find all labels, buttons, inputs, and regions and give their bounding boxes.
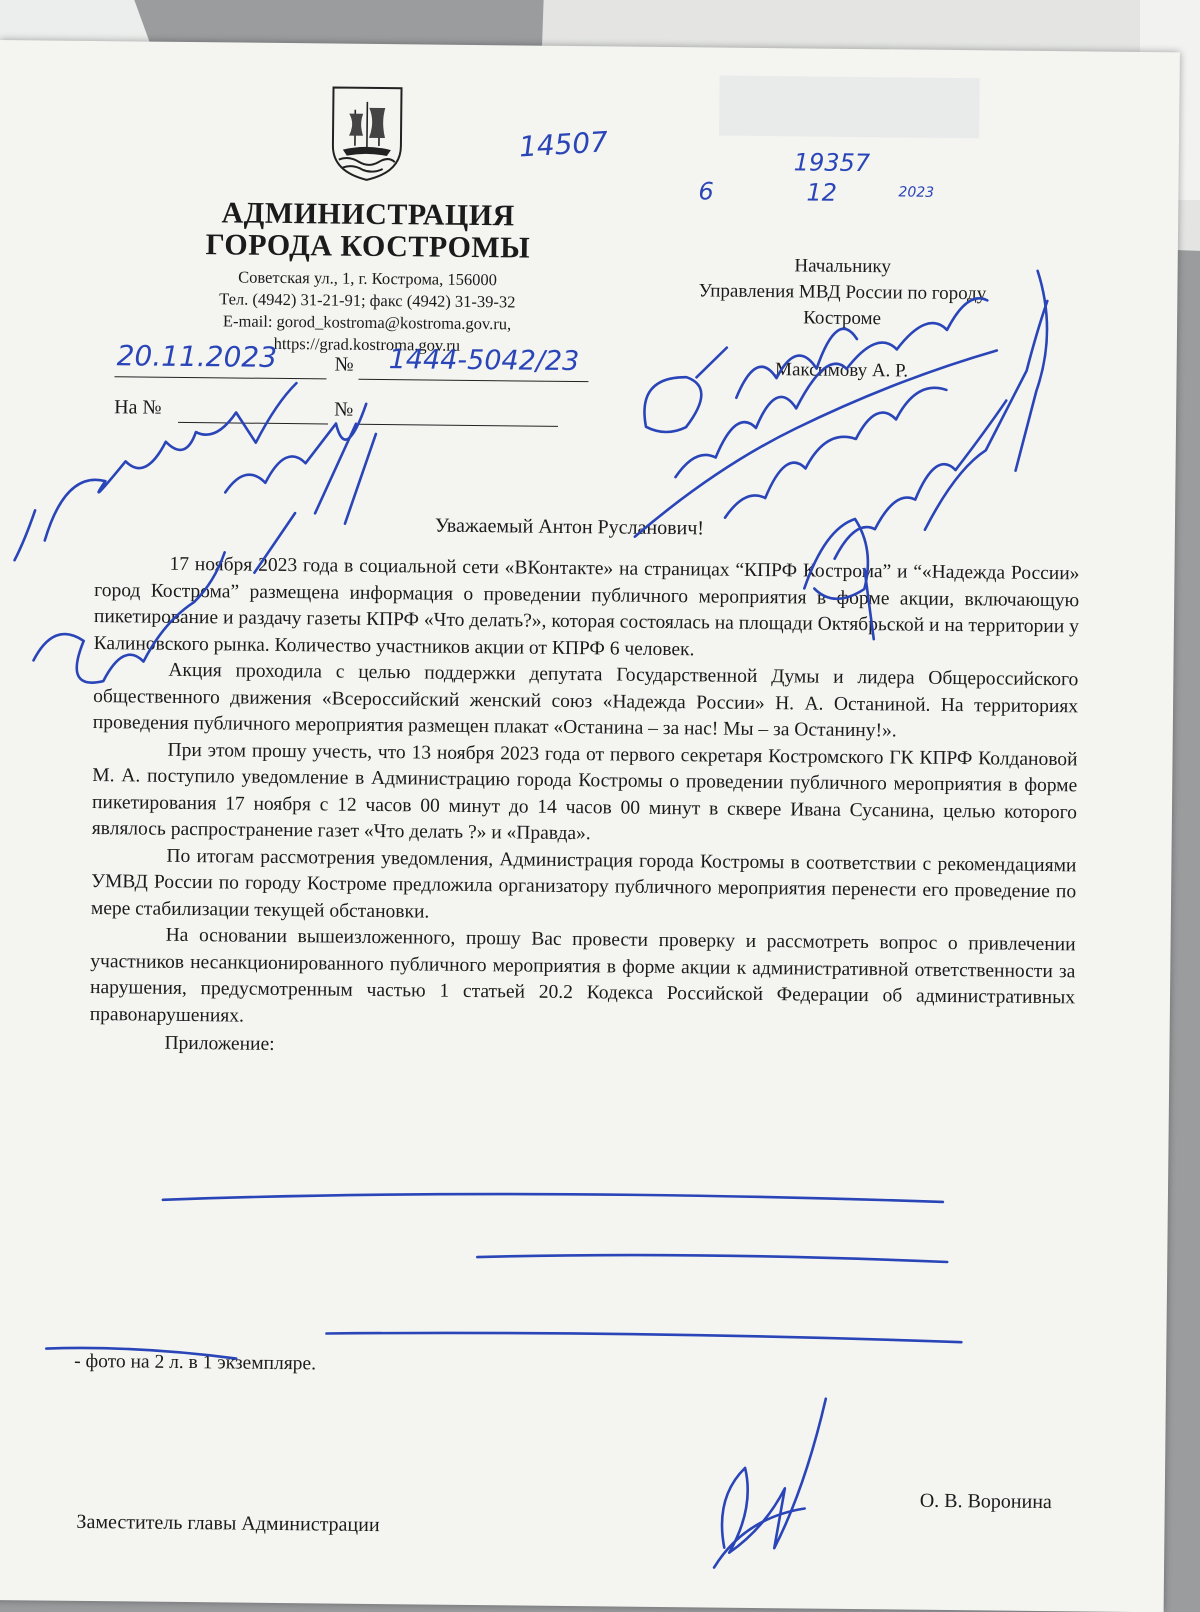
outgoing-number-label: № [334,353,354,376]
number-underline [358,379,588,382]
greeting: Уважаемый Антон Русланович! [434,514,705,540]
handwritten-reg-number: 14507 [518,125,609,164]
organization-website: https://grad.kostroma.gov.ru [273,333,461,355]
organization-name-line1: АДМИНИСТРАЦИЯ [221,196,515,233]
date-underline [114,376,326,379]
handwritten-incoming-year: 2023 [898,184,935,201]
signer-name: О. В. Воронина [919,1489,1052,1514]
reference-number-label: № [334,398,354,421]
recipient-line2: Управления МВД России по городу [698,280,987,305]
letter-page [0,40,1180,1612]
paragraph-1: 17 ноября 2023 года в социальной сети «ВКонтакте» на страницах “КПРФ Кострома” и “«Надежда России» город Кострома” размещена информация о проведении публичного мероприятия в форме акции, включающую пикетирование и раздачу газеты КПРФ «Что делать?», которая состоялась на площади Октябрьской и на территории у Калиновского рынка. Количество участников акции от КПРФ 6 человек. [93,553,1080,660]
paragraph-5: На основании вышеизложенного, прошу Вас провести проверку и рассмотреть вопрос о привлечении участников несанкционированного публичного мероприятия в форме акции к административной ответственности за нарушения, предусмотренным частью 1 статьей 20.2 Кодекса Российской Федерации об административных правонарушениях. [89,924,1076,1027]
handwritten-incoming-month: 12 [806,178,838,207]
attachment-label: Приложение: [164,1032,275,1055]
coat-of-arms-icon [329,83,406,182]
recipient-line1: Начальнику [794,255,892,278]
recipient-line4: Максимову А. Р. [774,359,909,382]
handwritten-incoming-number: 19357 [793,148,871,178]
reference-label: На № [114,396,162,419]
paragraph-4: По итогам рассмотрения уведомления, Администрация города Костромы в соответствии с рекомендациями УМВД России по городу Костроме предложила организатору публичного мероприятия перенести его проведение по мере стабилизации текущей обстановки. [90,845,1077,923]
organization-address: Советская ул., 1, г. Кострома, 156000 [238,267,498,290]
organization-name-line2: ГОРОДА КОСТРОМЫ [205,228,531,265]
reference-number-underline [358,424,558,427]
paragraph-3: При этом прошу учесть, что 13 ноября 2023 года от первого секретаря Костромского ГК КПРФ Колдановой М. А. поступило уведомление в Администрацию города Костромы о проведении публичного мероприятия в форме пикетирования 17 ноября с 12 часов 00 минут до 14 часов 00 минут в сквере Ивана Сусанина, целью которого являлось распространение газет «Что делать ?» и «Правда». [91,739,1078,845]
attachment-item: - фото на 2 л. в 1 экземпляре. [74,1350,317,1375]
organization-email: E-mail: gorod_kostroma@kostroma.gov.ru, [222,311,512,334]
recipient-block [646,252,1037,386]
reference-underline [178,422,328,425]
handwritten-incoming-day: 6 [698,177,714,206]
paragraph-2: Акция проходила с целью поддержки депутата Государственной Думы и лидера Общероссийского общественного движения «Всероссийский женский союз «Надежда России» Н. А. Останиной. На территориях проведения публичного мероприятия размещен плакат «Останина – за нас! Мы – за Останину!». [92,659,1079,742]
outgoing-date: 20.11.2023 [116,339,278,374]
organization-phone: Тел. (4942) 31-21-91; факс (4942) 31-39-32 [219,289,516,312]
signer-role: Заместитель главы Администрации [76,1510,380,1537]
faint-registration-stamp [719,76,980,139]
letter-body [89,551,1079,1067]
recipient-line3: Костроме [803,307,882,330]
outgoing-number: 1444-5042/23 [388,344,580,378]
